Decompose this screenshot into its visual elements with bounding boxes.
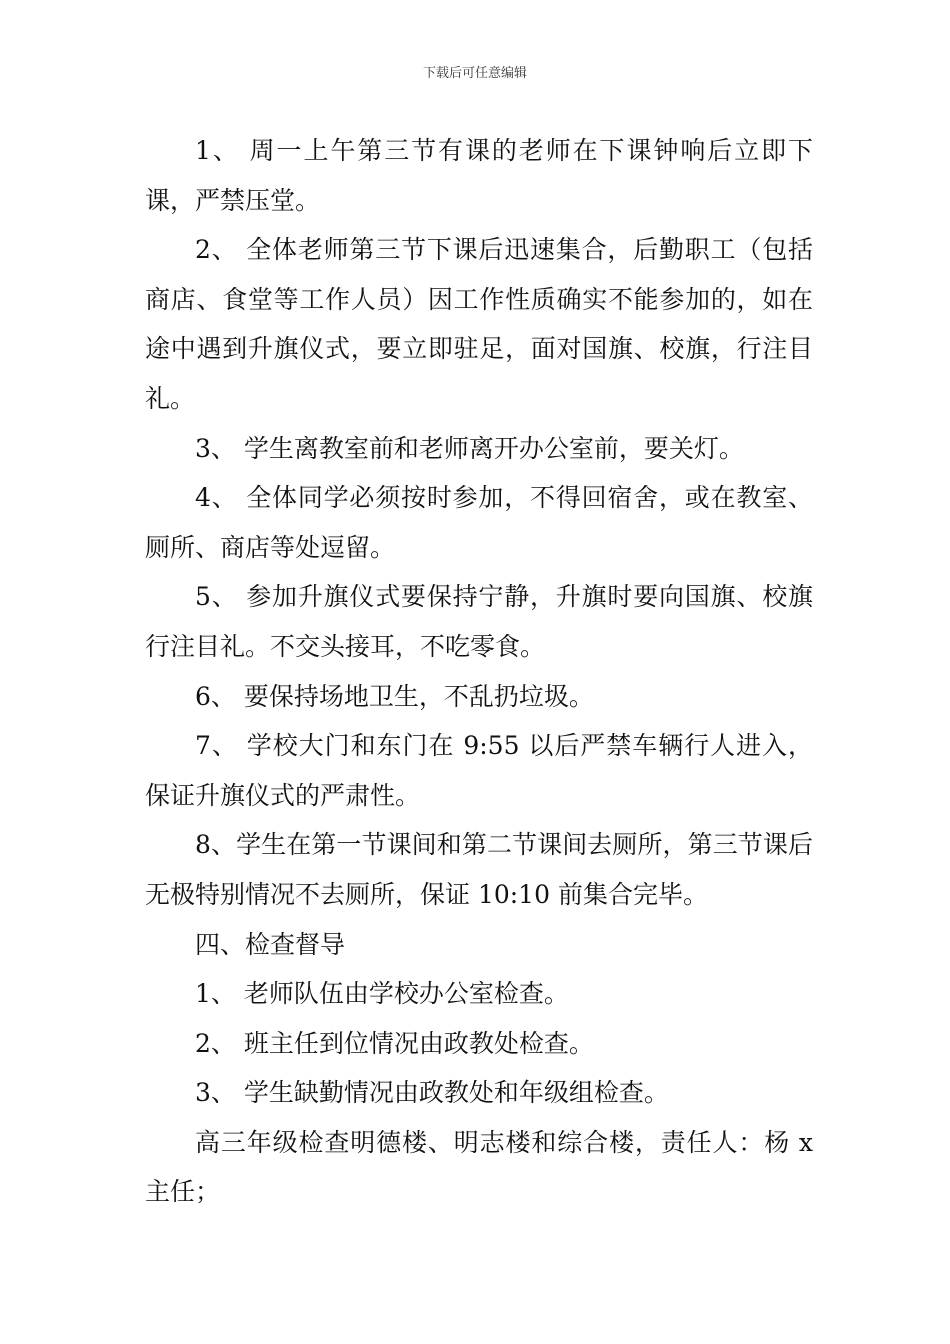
paragraph-senior-three: 高三年级检查明德楼、明志楼和综合楼，责任人：杨 x 主任； — [145, 1127, 813, 1207]
section-heading-inspection: 四、检查督导 — [195, 929, 346, 959]
paragraph-rule-7: 7、 学校大门和东门在 9:55 以后严禁车辆行人进入，保证升旗仪式的严肃性。 — [145, 731, 813, 810]
page-header: 下载后可任意编辑 — [422, 66, 527, 81]
paragraph-rule-8: 8、学生在第一节课间和第二节课间去厕所，第三节课后无极特别情况不去厕所，保证 10:10 前集合完毕。 — [145, 830, 813, 909]
paragraph-rule-1: 1、 周一上午第三节有课的老师在下课钟响后立即下课，严禁压堂。 — [145, 136, 813, 215]
paragraph-rule-2: 2、 全体老师第三节下课后迅速集合，后勤职工（包括商店、食堂等工作人员）因工作性质确实不能参加的，如在途中遇到升旗仪式，要立即驻足，面对国旗、校旗，行注目礼。 — [145, 235, 813, 413]
paragraph-rule-5: 5、 参加升旗仪式要保持宁静，升旗时要向国旗、校旗行注目礼。不交头接耳，不吃零食。 — [145, 582, 813, 661]
paragraph-inspection-2: 2、 班主任到位情况由政教处检查。 — [195, 1028, 594, 1058]
paragraph-rule-3: 3、 学生离教室前和老师离开办公室前，要关灯。 — [195, 433, 744, 463]
document-body — [145, 126, 813, 1217]
paragraph-inspection-1: 1、 老师队伍由学校办公室检查。 — [195, 979, 569, 1009]
paragraph-rule-4: 4、 全体同学必须按时参加，不得回宿舍，或在教室、厕所、商店等处逗留。 — [145, 483, 813, 562]
paragraph-rule-6: 6、 要保持场地卫生，不乱扔垃圾。 — [195, 681, 594, 711]
paragraph-inspection-3: 3、 学生缺勤情况由政教处和年级组检查。 — [195, 1078, 669, 1108]
